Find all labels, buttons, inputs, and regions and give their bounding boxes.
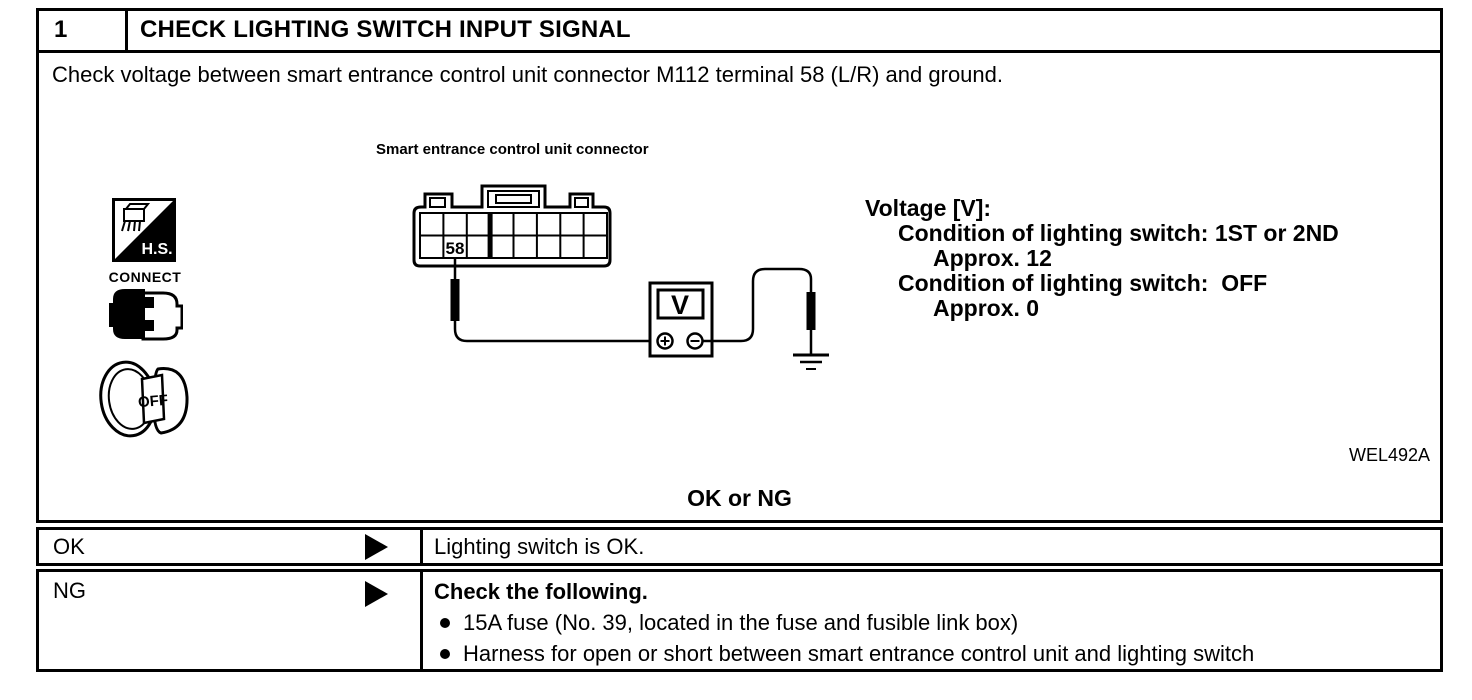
step-title: CHECK LIGHTING SWITCH INPUT SIGNAL <box>140 16 631 43</box>
arrow-right-icon <box>365 581 388 607</box>
bullet-icon <box>440 649 450 659</box>
diagnostic-step-table <box>36 8 1443 523</box>
ng-label: NG <box>53 578 86 603</box>
step-body <box>39 53 1440 520</box>
minus-terminal-icon <box>688 334 703 349</box>
arrow-right-icon <box>365 534 388 560</box>
ground-symbol <box>793 355 829 369</box>
voltmeter <box>650 283 712 356</box>
measurement-diagram <box>400 180 860 380</box>
key-icon-label: OFF <box>137 391 169 412</box>
voltage-spec-value-1: Approx. 12 <box>933 245 1052 271</box>
terminal-58-label: 58 <box>445 239 465 258</box>
bullet-icon <box>440 618 450 628</box>
result-ok-cell <box>39 530 423 563</box>
result-row-ok <box>36 527 1443 566</box>
ok-label: OK <box>53 533 85 559</box>
voltmeter-label: V <box>670 290 690 320</box>
voltage-spec-heading: Voltage [V]: <box>865 195 992 221</box>
result-ng-cell <box>39 572 423 669</box>
ng-bullet-2-text: Harness for open or short between smart entrance control unit and lighting switch <box>463 641 1255 666</box>
ground-probe-wire <box>703 269 812 355</box>
step-number: 1 <box>39 11 128 50</box>
connect-icon <box>103 269 187 350</box>
ng-action-heading: Check the following. <box>434 579 648 604</box>
result-ng-action <box>423 572 1440 669</box>
connect-icon-label: CONNECT <box>108 269 182 285</box>
voltage-spec-condition-2: Condition of lighting switch: OFF <box>898 270 1268 296</box>
hs-icon-label: H.S. <box>141 241 173 258</box>
voltage-spec-value-2: Approx. 0 <box>933 295 1040 321</box>
harness-side-connector-icon <box>112 198 176 262</box>
ng-bullet-2 <box>434 638 1440 669</box>
result-ok-action: Lighting switch is OK. <box>434 533 645 559</box>
result-prompt: OK or NG <box>687 485 792 511</box>
figure-reference-code: WEL492A <box>1348 445 1430 465</box>
voltage-spec-condition-1: Condition of lighting switch: 1ST or 2ND <box>898 220 1339 246</box>
ng-bullet-1-text: 15A fuse (No. 39, located in the fuse and fusible link box) <box>463 610 1019 635</box>
voltage-spec <box>865 196 1435 321</box>
connect-glyph <box>107 285 183 345</box>
ng-bullet-1 <box>434 607 1440 638</box>
connector-caption: Smart entrance control unit connector <box>376 141 649 158</box>
positive-probe-wire <box>455 258 658 341</box>
instruction-text: Check voltage between smart entrance control unit connector M112 terminal 58 (L/R) and ground. <box>52 62 1003 87</box>
plus-terminal-icon <box>658 334 673 349</box>
result-row-ng <box>36 569 1443 672</box>
step-header-row <box>39 11 1440 53</box>
ignition-key-off-icon <box>98 356 190 446</box>
